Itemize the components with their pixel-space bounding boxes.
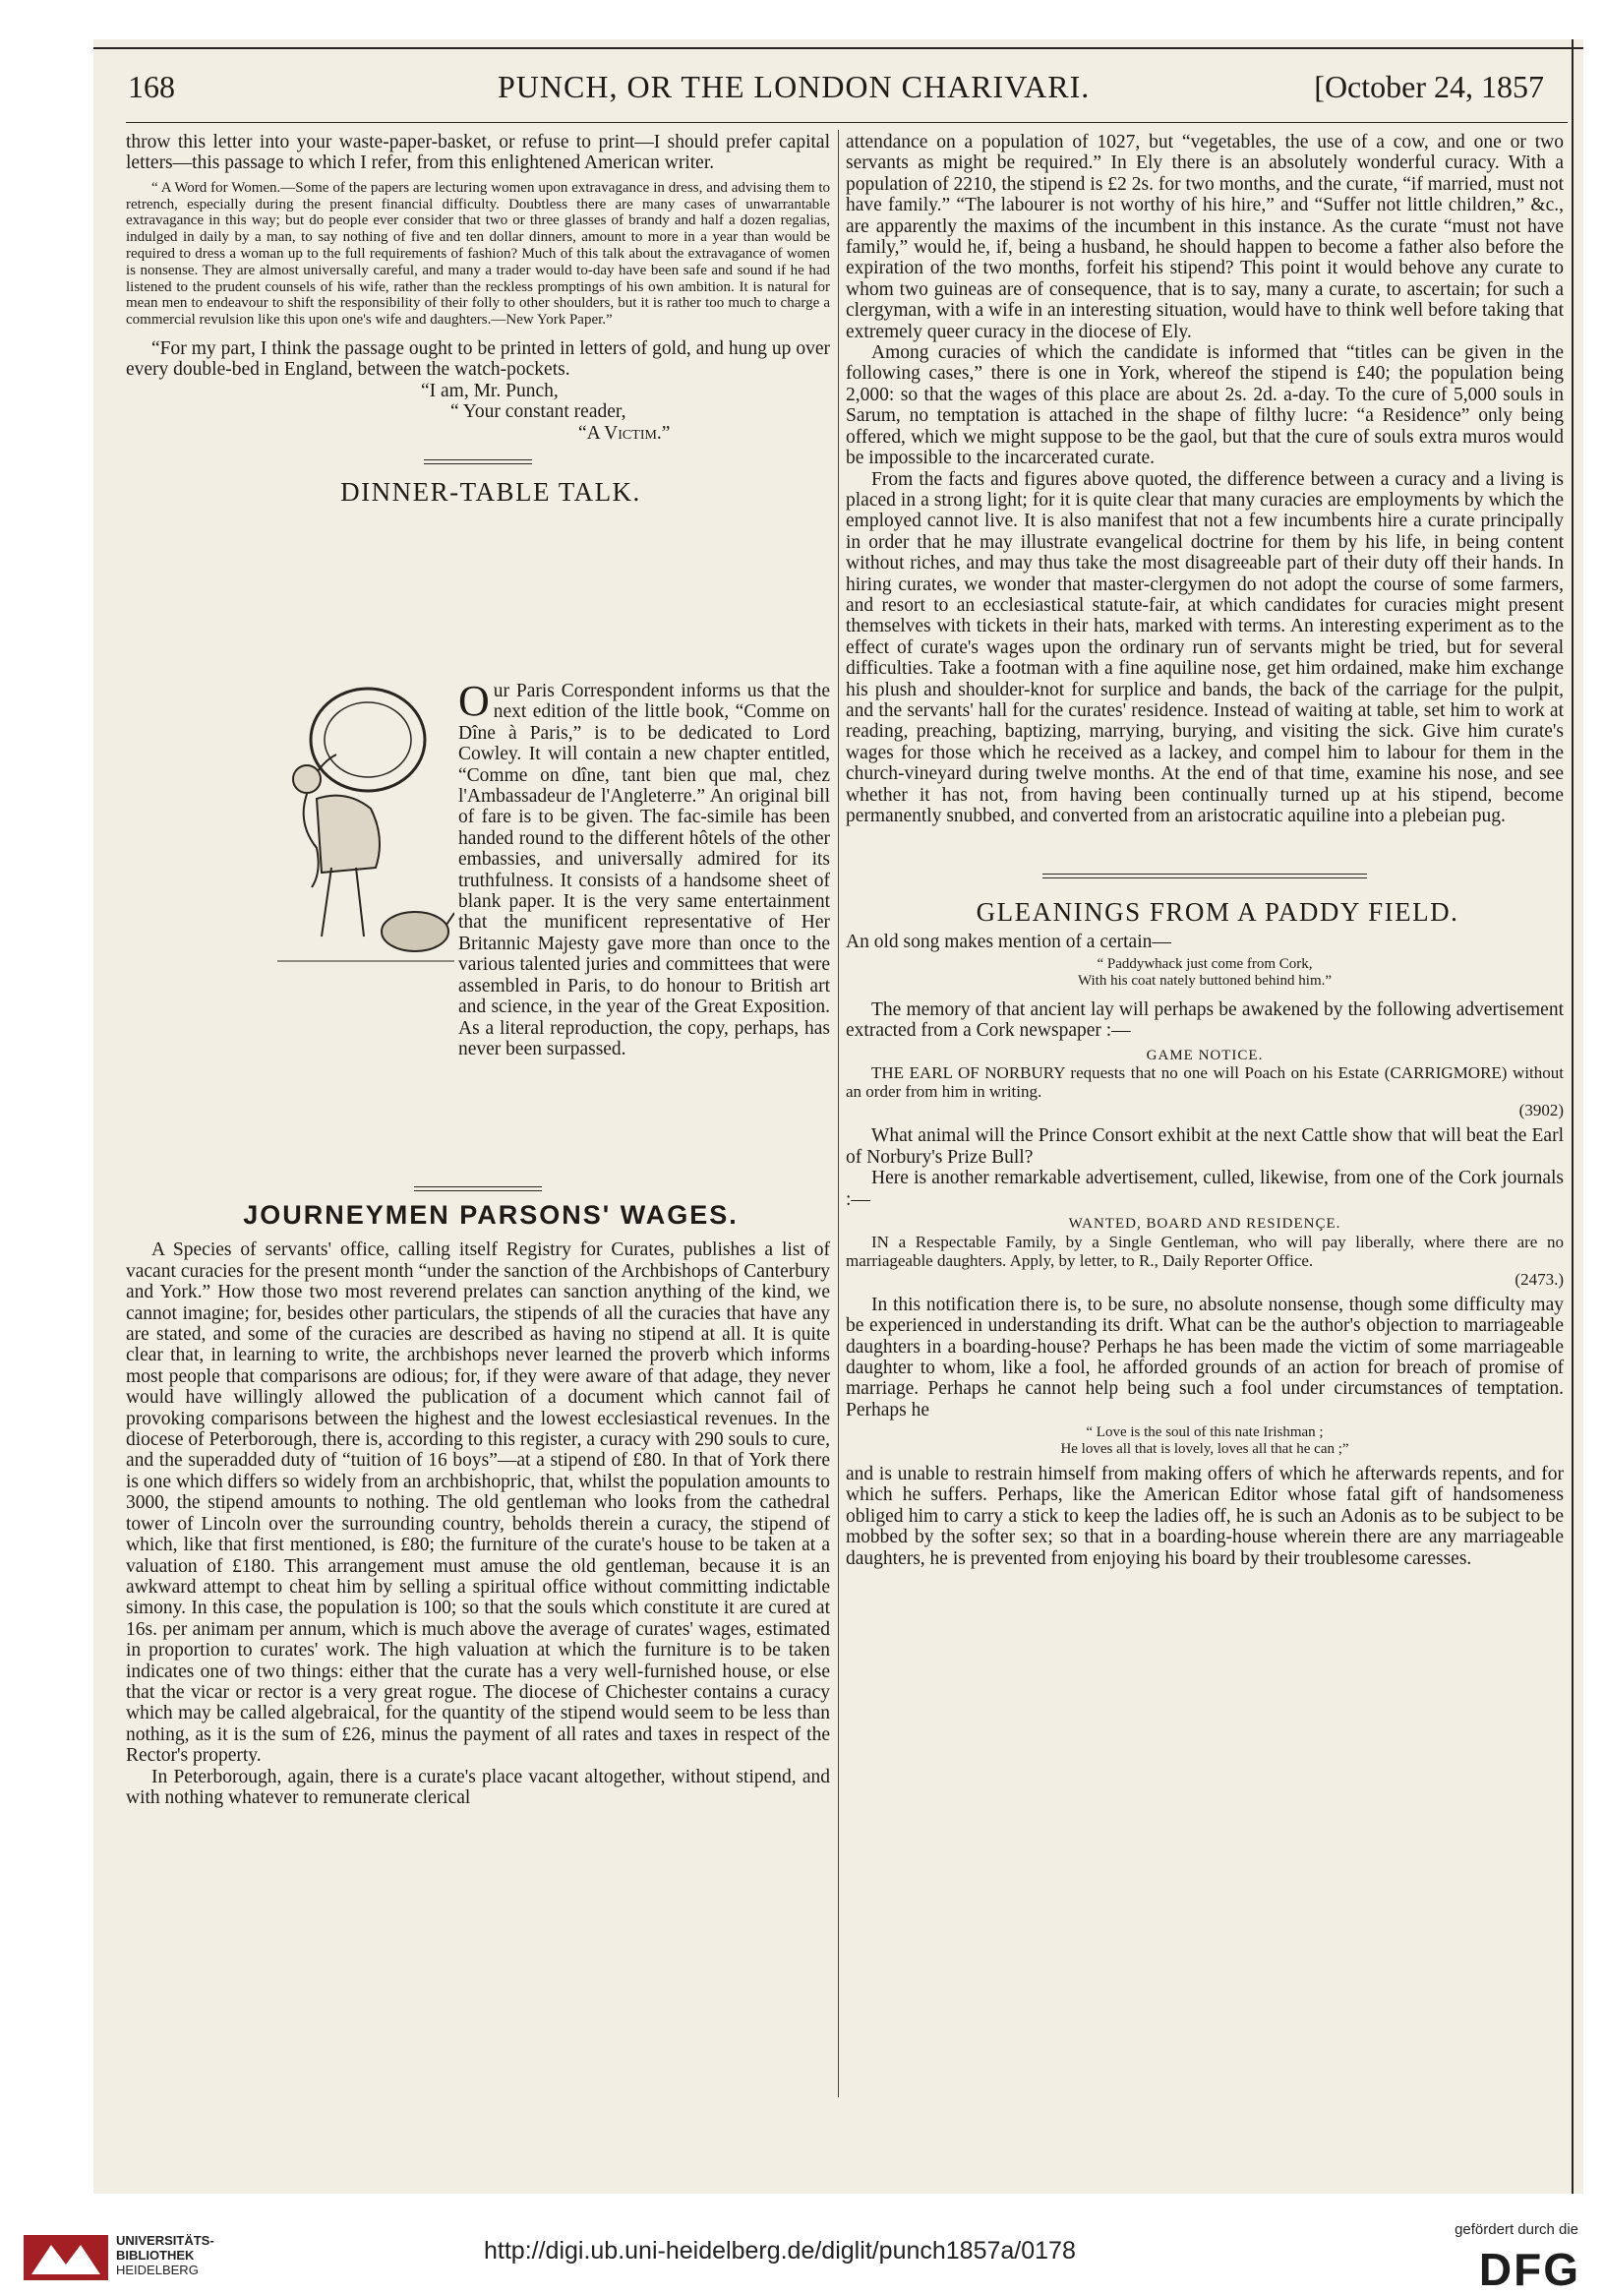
gleanings-paragraph: In this notification there is, to be sure, no absolute nonsense, though some difficulty may be experienced in understanding its drift. What can be the author's objection to marriageable daughters in a boarding-house? Perhaps he has been made the victim of some marriageable daughter to whom, like a fool, he afforded grounds of an action for breach of promise of marriage. Perhaps he cannot help being such a fool under circumstances of temptation. Perhaps he	[846, 1294, 1564, 1420]
library-seal-icon	[22, 2231, 110, 2284]
gleanings-paragraph: The memory of that ancient lay will perhaps be awakened by the following advertisement extracted from a Cork newspaper :—	[846, 998, 1564, 1042]
issue-date: [October 24, 1857	[1314, 69, 1544, 104]
wages-continued-paragraph: attendance on a population of 1027, but “vegetables, the use of a cow, and one or two servants as might be required.” In Ely there is an absolutely wonderful curacy. With a population of 2210, the stipend is £2 2s. for two months, and the curate, “if married, must not have family.” “The labourer is not worthy of his hire,” and “Suffer not little children,” &c., are apparently the maxims of the incumbent in this instance. As the curate “must not have family,” would he, if, being a husband, he should happen to become a father also before the expiration of the two months, forfeit his stipend? This point it would behove any curate to whom two guineas are of consequence, that is to say, many a curate, to ascertain; for such a clergyman, with a wife in an interesting situation, would have to think well before taking that extremely queer curacy in the diocese of Ely.	[846, 132, 1564, 342]
advertisement-game-notice: THE EARL OF NORBURY requests that no one will Poach on his Estate (CARRIGMORE) without an order from him in writing.	[846, 1063, 1564, 1102]
figure-legs	[322, 868, 364, 937]
dinner-table-text: ur Paris Correspondent informs us that the next edition of the little book, “Comme on Dîne à Paris,” is to be dedicated to Lord Cowley. It will contain a new chapter entitled, “Comme on dîne, tant bien que mal, chez l'Ambassadeur de l'Angleterre.” An original bill of fare is to be given. The fac-simile has been handed round to the different hôtels of the other embassies, and universally admired for its truthfulness. It consists of a handsome sheet of blank paper. It is the very same entertainment that the munificent representative of Her Britannic Majesty gave more than once to the various talented juries and committees that were assembled in Paris, to do honour to British art and science, in the year of the Great Exposition. As a literal reproduction, the copy, perhaps, has never been surpassed.	[458, 681, 830, 1059]
gleanings-paragraph: and is unable to restrain himself from making offers of which he afterwards repents, and for which he suffers. Perhaps, like the American Editor whose fatal gift of handsomeness obliged him to carry a stick to keep the ladies off, he is such an Adonis as to be subject to be mobbed by the softer sex; so that in a boarding-house wherein there are any marriageable daughters, he is prevented from enjoying his board by their troublesome caresses.	[846, 1463, 1564, 1569]
dog-tail	[446, 913, 454, 925]
gleanings-paragraph: Here is another remarkable advertisement, culled, likewise, from one of the Cork journals :—	[846, 1168, 1564, 1210]
page-edge	[1572, 39, 1587, 2194]
section-title-journeymen-parsons-wages: JOURNEYMEN PARSONS' WAGES.	[243, 1200, 739, 1230]
library-name-line: UNIVERSITÄTS-	[116, 2233, 214, 2248]
library-name-line: HEIDELBERG	[116, 2263, 199, 2277]
letter-signoff: “I am, Mr. Punch,	[421, 380, 559, 401]
advertisement-heading: GAME NOTICE.	[1146, 1047, 1264, 1063]
section-title-dinner-table-talk: DINNER-TABLE TALK.	[340, 477, 641, 508]
drop-cap: O	[458, 677, 490, 725]
page-number: 168	[128, 69, 175, 104]
advertisement-number: (3902)	[1518, 1101, 1564, 1120]
university-library-name	[116, 2233, 214, 2277]
figure-head	[293, 765, 321, 793]
funding-note: gefördert durch die	[1455, 2221, 1578, 2238]
wages-continued-paragraph: From the facts and figures above quoted, the difference between a curacy and a living is placed in a strong light; for it is quite clear that many curacies are employments by which the employed cannot live. It is also manifest that not a few incumbents hire a curate principally in order that he may illustrate evangelical doctrine for them by his life, in being content without riches, and may thus take the most disagreeable part of their duty off their hands. In hiring curates, we wonder that master-clergymen do not adopt the course of some farmers, and resort to an ecclesiastical statute-fair, at which candidates for curacies might present themselves with tickets in their hats, marked with terms. An interesting experiment as to the effect of curate's wages upon the ordinary run of servants might be tried, but for several difficulties. Take a footman with a fine aquiline nose, get him ordained, make him exchange his plush and shoulder-knot for surplice and bands, the back of the carriage for the pulpit, and the servants' hall for the curates' residence. Instead of waiting at table, set him to work at reading, preaching, baptizing, marrying, burying, and visiting the sick. Give him curate's wages for those which he received as a lackey, and compel him to labour for them in the church-vineyard during twelve months. At the end of that time, examine his nose, and see whether it has not, from having been continually turned up at his stipend, become permanently snubbed, and converted from an aristocratic aquiline into a plebeian pug.	[846, 468, 1564, 826]
quoted-article: “ A Word for Women.—Some of the papers are lecturing women upon extravagance in dress, and advising them to retrench, especially during the present financial difficulty. Doubtless there are many cases of unwarrantable extravagance in this way; but do people ever consider that two or three glasses of brandy and half a dozen regalias, indulged in daily by a man, to say nothing of five and ten dollar dinners, amount to more in a year than would be required to dress a woman up to the full requirements of fashion? Much of this talk about the extravagance of women is nonsense. They are almost universally careful, and many a trader would to-day have been safe and sound if he had listened to the prudent counsels of his wife, rather than the reckless promptings of his own ambition. It is natural for mean men to endeavour to shift the responsibility of their folly to other shoulders, but it is rather too much to charge a commercial revulsion like this upon one's wife and daughters.—New York Paper.”	[126, 179, 830, 329]
journeymen-section	[126, 1186, 830, 1808]
letter-signature: “A Victim.”	[578, 422, 671, 444]
advertisement-number: (2473.)	[1515, 1269, 1564, 1289]
advertisement-heading: WANTED, BOARD AND RESIDENÇE.	[1068, 1216, 1341, 1233]
section-rule	[414, 1186, 542, 1191]
wages-paragraph: In Peterborough, again, there is a curate's place vacant altogether, without stipend, and with nothing whatever to remunerate clerical	[126, 1766, 830, 1808]
figure-coat	[317, 796, 380, 873]
dfg-logo: DFG	[1478, 2244, 1580, 2295]
permalink-url[interactable]: http://digi.ub.uni-heidelberg.de/diglit/punch1857a/0178	[484, 2237, 1076, 2265]
dog	[382, 912, 448, 951]
left-column-top	[126, 132, 830, 508]
page-header	[128, 69, 1564, 108]
letter-signoff: “ Your constant reader,	[450, 401, 626, 423]
plate-inner	[325, 702, 411, 777]
top-border-rule	[93, 47, 1583, 49]
wages-paragraph: A Species of servants' office, calling itself Registry for Curates, publishes a list of vacant curacies for the present month “under the sanction of the Archbishops of Canterbury and York.” How those two most reverend prelates can sanction anything of the kind, we cannot imagine; for, besides other particulars, the stipends of all the curacies that have any are stated, and some of the curacies are described as having no stipend at all. It is quite clear that, in learning to write, the archbishops never learned the proverb which informs most people that comparisons are odious; for, if they were aware of that adage, they never would have willingly allowed the publication of a document which cannot fail of provoking comparisons between the highest and the lowest ecclesiastical revenues. In the diocese of Peterborough, there is, according to this register, a curacy with 290 souls to cure, and the superadded duty of “tuition of 16 boys”—at a stipend of £80. In that of York there is one which differs so widely from an archbishopric, that, whilst the population amounts to 3000, the stipend amounts to nothing. The old gentleman who looks from the cathedral tower of Lincoln over the surrounding country, beholds therein a curacy, the stipend of which, like that first mentioned, is £80; the furniture of the curate's house to be taken at a valuation of £180. This arrangement must amuse the old gentleman, because it is an awkward attempt to cheat him by selling a spiritual office without committing indictable simony. In this case, the population is 100; so that the souls which constitute it are cured at 16s. per animam per annum, which is much above the average of curates' wages, estimated in proportion to curates' work. The high valuation at which the furniture is to be taken indicates one of two things: either that the curate has a very well-furnished house, or else that the vicar or rector is a very great rogue. The diocese of Chichester contains a curacy which may be called algebraical, for the quantity of the stipend would seem to be less than nothing, as it is the sum of £26, minus the payment of all rates and taxes in respect of the Rector's property.	[126, 1239, 830, 1767]
advertisement-wanted: IN a Respectable Family, by a Single Gentleman, who will pay liberally, where there are no marriageable daughters. Apply, by letter, to R., Daily Reporter Office.	[846, 1232, 1564, 1270]
right-column	[846, 132, 1564, 1569]
gleanings-paragraph: What animal will the Prince Consort exhibit at the next Cattle show that will beat the Earl of Norbury's Prize Bull?	[846, 1125, 1564, 1168]
verse-line: He loves all that is lovely, loves all that he can ;”	[1060, 1441, 1349, 1458]
letter-paragraph: throw this letter into your waste-paper-basket, or refuse to print—I should prefer capital letters—this passage to which I refer, from this enlightened American writer.	[126, 132, 830, 174]
plate-rim	[311, 689, 425, 791]
masthead-title: PUNCH, OR THE LONDON CHARIVARI.	[498, 69, 1091, 104]
library-name-line: BIBLIOTHEK	[116, 2248, 195, 2263]
wages-continued-paragraph: Among curacies of which the candidate is informed that “titles can be given in the following cases,” there is one in York, whereof the stipend is £40; the population being 2,000: so that the wages of this place are about 2s. 2d. a-day. To the cure of 5,000 souls in Sarum, no temptation is attached in the shape of filthy lucre: “a Residence” only being offered, which we might suppose to be the gaol, but that the cure of souls extra muros would be impossible to the incarcerated curate.	[846, 342, 1564, 469]
dinner-table-talk-body	[458, 677, 830, 1059]
gleanings-paragraph: An old song makes mention of a certain—	[846, 931, 1171, 952]
section-rule	[424, 459, 532, 464]
section-rule	[1042, 874, 1367, 878]
song-line: With his coat nately buttoned behind him.”	[1077, 973, 1333, 990]
section-title-gleanings-from-a-paddy-field: GLEANINGS FROM A PADDY FIELD.	[976, 897, 1459, 928]
letter-paragraph: “For my part, I think the passage ought to be printed in letters of gold, and hung up over every double-bed in England, between the watch-pockets.	[126, 337, 830, 381]
column-divider	[838, 130, 839, 2097]
verse-line: “ Love is the soul of this nate Irishman ;	[1086, 1424, 1324, 1441]
illustration-footman-with-plate-and-dog	[277, 681, 454, 966]
header-rule	[126, 122, 1568, 123]
song-line: “ Paddywhack just come from Cork,	[1097, 956, 1313, 973]
